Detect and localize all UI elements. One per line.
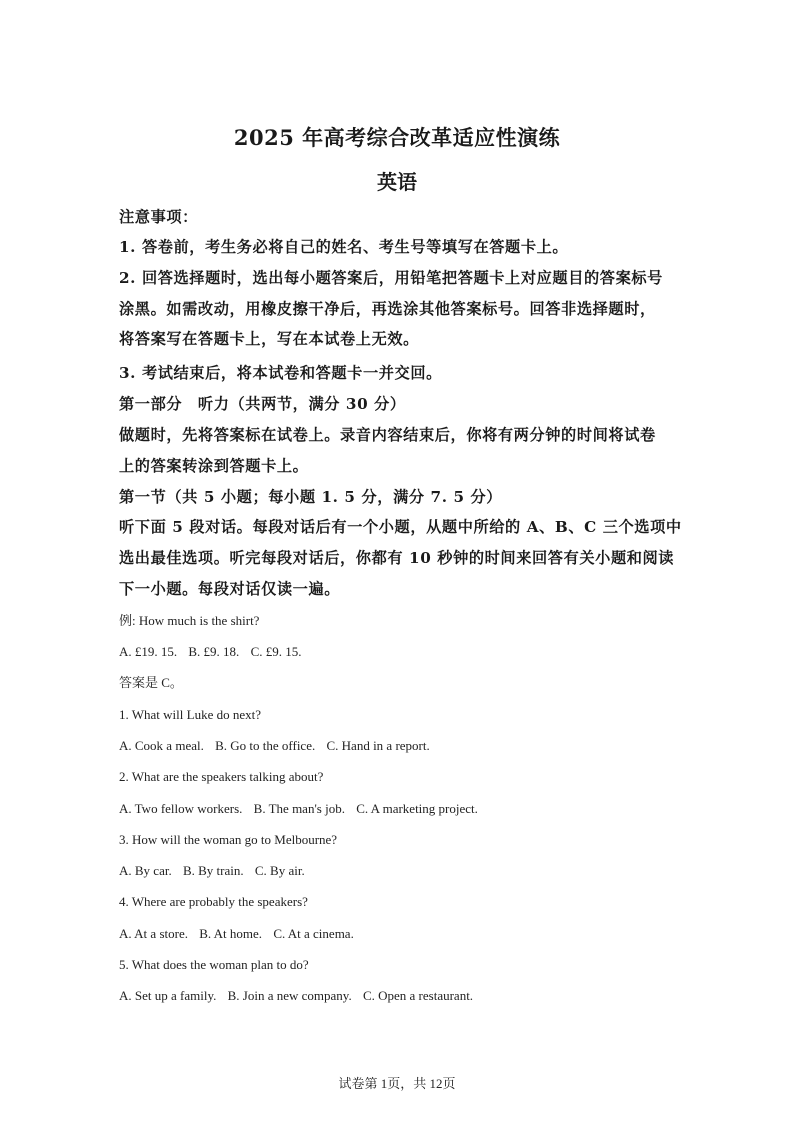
option-c: C. At a cinema. [273,926,354,941]
question-3: 3. How will the woman go to Melbourne? [119,832,338,847]
notice-item: 涂黑。如需改动，用橡皮擦干净后，再选涂其他答案标号。回答非选择题时， [119,300,656,318]
notice-item: 3. 考试结束后，将本试卷和答题卡一并交回。 [119,364,442,382]
part1-heading: 第一部分 听力（共两节，满分 30 分） [119,395,406,413]
exam-title: 2025 年高考综合改革适应性演练 [233,125,561,150]
option-a: A. £19. 15. [119,644,178,659]
option-b: B. At home. [199,926,263,941]
option-a: A. At a store. [119,926,188,941]
notice-item: 1. 答卷前，考生务必将自己的姓名、考生号等填写在答题卡上。 [119,238,569,256]
option-b: B. Join a new company. [227,988,352,1003]
notice-item: 将答案写在答题卡上，写在本试卷上无效。 [119,330,419,348]
section1-instruction: 下一小题。每段对话仅读一遍。 [119,580,341,598]
section1-instruction: 选出最佳选项。听完每段对话后，你都有 10 秒钟的时间来回答有关小题和阅读 [119,549,675,567]
question-1: 1. What will Luke do next? [119,707,262,722]
option-a: A. By car. [119,863,172,878]
notice-heading: 注意事项： [119,208,198,226]
part1-instruction: 做题时，先将答案标在试卷上。录音内容结束后，你将有两分钟的时间将试卷 [119,426,656,444]
example-options [119,642,301,662]
notice-item: 2. 回答选择题时，选出每小题答案后，用铅笔把答题卡上对应题目的答案标号 [119,269,663,287]
question-4-options [119,924,354,944]
page-footer: 试卷第 1页，共 12页 [338,1076,456,1091]
option-b: B. The man's job. [253,801,345,816]
option-c: C. £9. 15. [250,644,302,659]
question-4: 4. Where are probably the speakers? [119,894,308,909]
question-5-options [119,986,473,1006]
example-question: 例: How much is the shirt? [119,613,260,628]
question-5: 5. What does the woman plan to do? [119,957,309,972]
option-a: A. Two fellow workers. [119,801,243,816]
question-3-options [119,861,305,881]
question-2-options [119,799,478,819]
question-1-options [119,736,430,756]
option-c: C. A marketing project. [356,801,478,816]
option-a: A. Cook a meal. [119,738,204,753]
section1-heading: 第一节（共 5 小题；每小题 1. 5 分，满分 7. 5 分） [119,488,503,506]
part1-instruction: 上的答案转涂到答题卡上。 [119,457,309,475]
option-a: A. Set up a family. [119,988,217,1003]
option-c: C. Open a restaurant. [362,988,474,1003]
option-c: C. By air. [254,863,305,878]
example-answer: 答案是 C。 [119,675,183,690]
option-b: B. £9. 18. [188,644,240,659]
question-2: 2. What are the speakers talking about? [119,769,324,784]
option-b: B. Go to the office. [215,738,316,753]
option-c: C. Hand in a report. [326,738,430,753]
section1-instruction: 听下面 5 段对话。每段对话后有一个小题，从题中所给的 A、B、C 三个选项中 [119,518,682,536]
option-b: B. By train. [182,863,244,878]
subject-title: 英语 [377,170,417,194]
